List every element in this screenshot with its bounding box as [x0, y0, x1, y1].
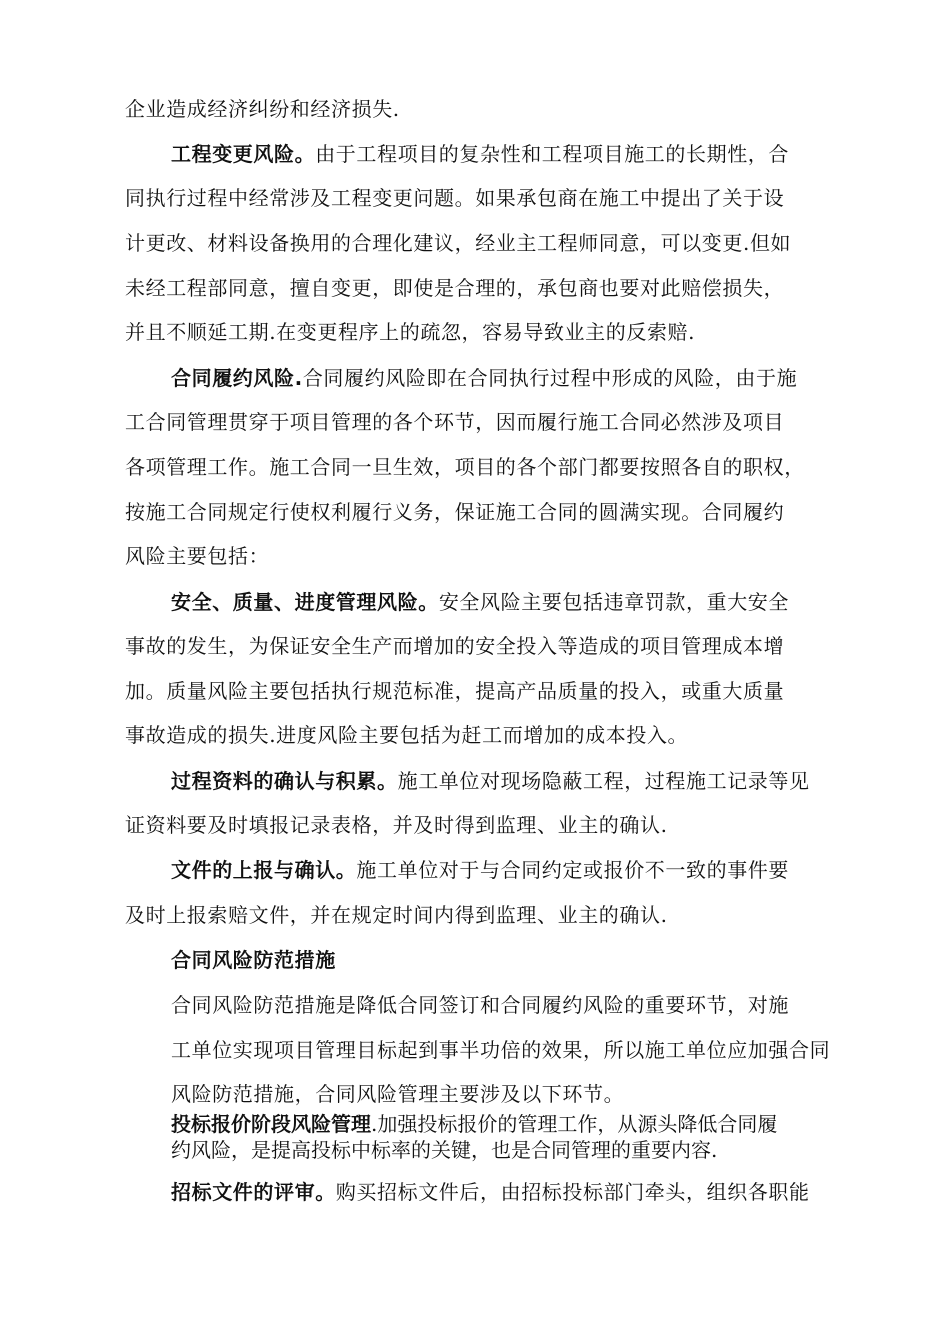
line-text: 证资料要及时填报记录表格，并及时得到监理、业主的确认.	[125, 813, 668, 837]
text-line	[171, 1112, 777, 1136]
text-line	[125, 410, 784, 434]
line-text: 工合同管理贯穿于项目管理的各个环节，因而履行施工合同必然涉及项目	[125, 410, 785, 434]
text-line	[125, 634, 784, 658]
text-line	[125, 320, 695, 344]
line-text: 事故造成的损失.进度风险主要包括为赶工而增加的成本投入。	[125, 723, 689, 747]
line-text: .加强投标报价的管理工作，从源头降低合同履	[371, 1112, 778, 1136]
text-line	[125, 97, 400, 121]
line-text: 风险主要包括：	[125, 544, 270, 568]
text-line	[171, 590, 789, 614]
line-text: 并且不顺延工期.在变更程序上的疏忽，容易导致业主的反索赔.	[125, 320, 696, 344]
line-text: 施工单位对于与合同约定或报价不一致的事件要	[356, 858, 790, 882]
text-line	[125, 723, 688, 747]
line-text: 事故的发生，为保证安全生产而增加的安全投入等造成的项目管理成本增	[125, 634, 785, 658]
text-line	[171, 1038, 830, 1062]
section-heading: 招标文件的评审。	[171, 1180, 336, 1204]
section-heading: 安全、质量、进度管理风险。	[171, 590, 439, 614]
section-heading: 合同履约风险.	[171, 366, 303, 390]
line-text: 同执行过程中经常涉及工程变更问题。如果承包商在施工中提出了关于设	[125, 186, 785, 210]
text-line	[171, 1082, 624, 1106]
text-line	[125, 186, 784, 210]
text-line	[125, 276, 784, 300]
line-text: 合同履约风险即在合同执行过程中形成的风险，由于施	[302, 366, 798, 390]
line-text: 施工单位对现场隐蔽工程，过程施工记录等见	[397, 769, 810, 793]
line-text: 计更改、材料设备换用的合理化建议，经业主工程师同意，可以变更.但如	[125, 231, 792, 255]
text-line	[125, 813, 668, 837]
text-line	[171, 1180, 810, 1204]
line-text: 约风险，是提高投标中标率的关键，也是合同管理的重要内容.	[171, 1138, 718, 1162]
text-line	[125, 455, 805, 479]
line-text: 工单位实现项目管理目标起到事半功倍的效果，所以施工单位应加强合同	[171, 1038, 831, 1062]
text-line	[171, 1138, 717, 1162]
line-text: 按施工合同规定行使权利履行义务，保证施工合同的圆满实现。合同履约	[125, 500, 785, 524]
section-heading: 过程资料的确认与积累。	[171, 769, 398, 793]
text-line	[125, 544, 269, 568]
line-text: 购买招标文件后，由招标投标部门牵头，组织各职能	[335, 1180, 810, 1204]
line-text: 合同风险防范措施是降低合同签订和合同履约风险的重要环节，对施	[171, 993, 789, 1017]
section-heading: 文件的上报与确认。	[171, 858, 357, 882]
text-line	[125, 679, 784, 703]
line-text: 风险防范措施，合同风险管理主要涉及以下环节。	[171, 1082, 625, 1106]
text-line	[171, 142, 789, 166]
line-text: 未经工程部同意，擅自变更，即使是合理的，承包商也要对此赔偿损失，	[125, 276, 785, 300]
text-line	[171, 769, 810, 793]
line-text: 各项管理工作。施工合同一旦生效，项目的各个部门都要按照各自的职权，	[125, 455, 805, 479]
section-heading: 工程变更风险。	[171, 142, 316, 166]
line-text: 加。质量风险主要包括执行规范标准，提高产品质量的投入，或重大质量	[125, 679, 785, 703]
section-heading: 投标报价阶段风险管理	[171, 1112, 371, 1136]
line-text: 及时上报索赔文件，并在规定时间内得到监理、业主的确认.	[125, 903, 668, 927]
line-text: 企业造成经济纠纷和经济损失.	[125, 97, 400, 121]
text-line	[171, 993, 789, 1017]
section-heading: 合同风险防范措施	[171, 948, 336, 972]
text-line	[171, 948, 336, 972]
text-line	[125, 231, 791, 255]
line-text: 由于工程项目的复杂性和工程项目施工的长期性，合	[315, 142, 790, 166]
text-line	[125, 903, 668, 927]
text-line	[171, 366, 797, 390]
line-text: 安全风险主要包括违章罚款，重大安全	[438, 590, 790, 614]
text-line	[171, 858, 789, 882]
text-line	[125, 500, 784, 524]
